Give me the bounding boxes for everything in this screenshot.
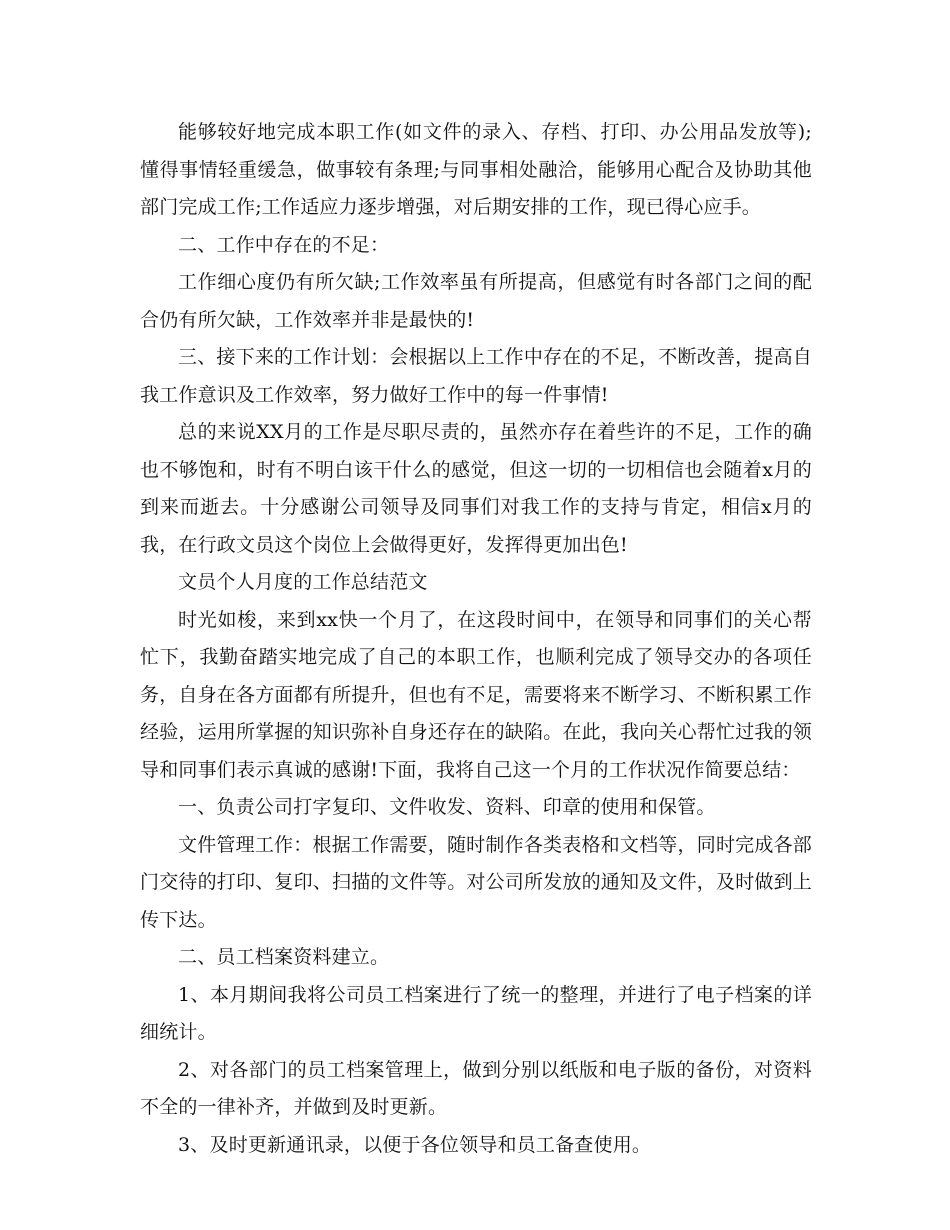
list-item-2: 2、对各部门的员工档案管理上，做到分别以纸版和电子版的备份，对资料不全的一律补齐，并做到及时更新。 [140,1058,812,1118]
section-heading-duties: 一、负责公司打字复印、文件收发、资料、印章的使用和保管。 [178,796,716,818]
section-heading-shortcomings: 二、工作中存在的不足： [178,233,390,256]
paragraph-1: 能够较好地完成本职工作(如文件的录入、存档、打印、办公用品发放等);懂得事情轻重缓急，做事较有条理;与同事相处融洽，能够用心配合及协助其他部门完成工作;工作适应力逐步增强，对后期安排的工作，现已得心应手。 [140,121,812,218]
document-body [140,114,812,1164]
paragraph-file-management: 文件管理工作：根据工作需要，随时制作各类表格和文档等，同时完成各部门交待的打印、复印、扫描的文件等。对公司所发放的通知及文件，及时做到上传下达。 [140,833,813,931]
paragraph-3: 工作细心度仍有所欠缺;工作效率虽有所提高，但感觉有时各部门之间的配合仍有所欠缺，工作效率并非是最快的! [140,271,812,331]
list-item-3: 3、及时更新通讯录，以便于各位领导和员工备查使用。 [178,1133,652,1156]
paragraph-summary: 总的来说XX月的工作是尽职尽责的，虽然亦存在着些许的不足，工作的确也不够饱和，时有不明白该干什么的感觉，但这一切的一切相信也会随着x月的到来而逝去。十分感谢公司领导及同事们对我工作的支持与肯定，相信x月的我，在行政文员这个岗位上会做得更好，发挥得更加出色! [140,421,812,556]
paragraph-work-plan: 三、接下来的工作计划：会根据以上工作中存在的不足，不断改善，提高自我工作意识及工作效率，努力做好工作中的每一件事情! [140,346,812,406]
list-item-1: 1、本月期间我将公司员工档案进行了统一的整理，并进行了电子档案的详细统计。 [140,983,812,1043]
section-heading-employee-records: 二、员工档案资料建立。 [178,946,390,968]
article-title: 文员个人月度的工作总结范文 [178,571,428,593]
paragraph-intro: 时光如梭，来到xx快一个月了，在这段时间中，在领导和同事们的关心帮忙下，我勤奋踏实地完成了自己的本职工作，也顺利完成了领导交办的各项任务，自身在各方面都有所提升，但也有不足，需要将来不断学习、不断积累工作经验，运用所掌握的知识弥补自身还存在的缺陷。在此，我向关心帮忙过我的领导和同事们表示真诚的感谢!下面，我将自己这一个月的工作状况作简要总结： [140,608,813,781]
